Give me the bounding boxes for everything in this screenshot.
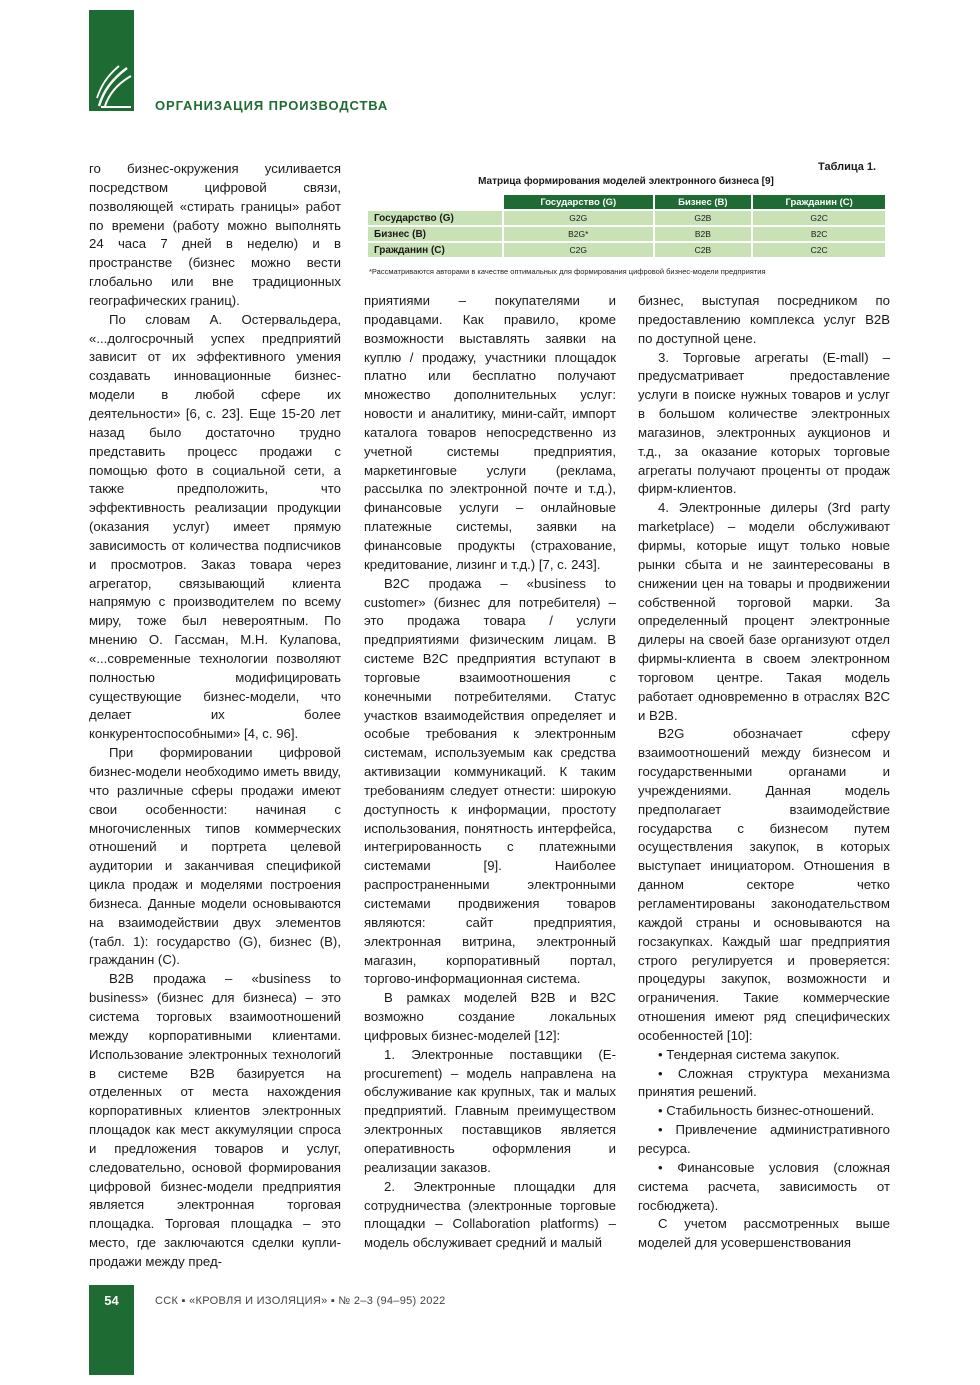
table-caption: Таблица 1. [818,161,877,173]
paragraph: В рамках моделей B2B и B2C возможно создание локальных цифровых бизнес-моделей [12]: [364,990,616,1043]
table-row [368,227,885,241]
table-cell: B2G* [504,227,653,241]
table-cell: G2C [753,211,885,225]
paragraph: При формировании цифровой бизнес-модели необходимо иметь ввиду, что различные сферы продажи имеют свои особенности: начиная с многочисленных типов коммерческих отношений и портрета целевой аудитории и заканчивая спецификой цикла продаж и моделями построения бизнеса. Данные модели основываются на взаимодействии двух элементов (табл. 1): государство (G), бизнес (B), гражданин (C). [89,745,341,968]
table-row [368,211,885,225]
list-item: • Стабильность бизнес-отношений. [658,1103,875,1119]
table-cell: C2G [504,243,653,257]
table-cell: G2B [655,211,752,225]
column-header-citizen: Гражданин (C) [753,195,885,209]
row-header: Бизнес (B) [368,227,502,241]
list-item: • Тендерная система закупок. [658,1046,840,1062]
list-item: • Сложная структура механизма принятия решений. [638,1065,890,1100]
table-footnote: *Рассматриваются авторами в качестве оптимальных для формирования цифровой бизнес-модели предприятия [369,267,766,276]
paragraph: го бизнес-окружения усиливается посредством цифровой связи, позволяющей «стирать границы» работ по времени (работу можно выполнять 24 часа 7 дней в неделю) и в пространстве (бизнес можно вести глобально или вне традиционных географических границ). [89,161,341,308]
business-model-matrix-table [366,193,887,259]
text-column-2 [364,292,616,1253]
table-cell: G2G [504,211,653,225]
paragraph: 2. Электронные площадки для сотрудничества (электронные торговые площадки – Collaboration platforms) – модель обслуживает средний и малый [364,1178,616,1251]
row-header: Гражданин (C) [368,243,502,257]
paragraph: 4. Электронные дилеры (3rd party marketplace) – модели обслуживают фирмы, которые ищут только новые рынки сбыта и не заинтересованы в снижении цен на товары и продвижении собственной торговой марки. За определенный процент электронные дилеры на своей базе организуют отдел фирмы-клиента в своем электронном торговом центре. Такая модель работает одновременно в отраслях B2C и B2B. [638,500,890,723]
column-header-business: Бизнес (B) [655,195,752,209]
table-corner-cell [368,195,502,209]
paragraph: B2B продажа – «business to business» (бизнес для бизнеса) – это система торговых взаимоотношений между корпоративными клиентами. Использование электронных технологий в системе B2B базируется на отделенных от места нахождения корпоративных клиентов электронных площадок как мест аккумуляции спроса и предложения товаров и услуг, следовательно, основой формирования цифровой бизнес-модели предприятия является электронная торговая площадка. Торговая площадка – это место, где заключаются сделки купли-продажи между пред- [89,971,341,1269]
table-header-row [368,195,885,209]
list-item: • Финансовые условия (сложная система расчета, зависимость от госбюджета). [638,1159,890,1213]
paragraph: B2G обозначает сферу взаимоотношений между бизнесом и государственными органами и учреждениями. Данная модель предполагает взаимодействие государства с бизнесом путем осуществления закупок, в которых выступает инициатором. Отношения в данном секторе четко регламентированы законодательством каждой страны и основываются на госзакупках. Каждый шаг предприятия строго регулируется и проверяется: процедуры закупок, возможности и ограничения. Такие коммерческие отношения имеют ряд специфических особенностей [10]: [638,726,890,1043]
paragraph: бизнес, выступая посредником по предоставлению комплекса услуг B2B по доступной цене. [638,293,890,346]
row-header: Государство (G) [368,211,502,225]
paragraph: 3. Торговые агрегаты (E-mall) – предусматривает предоставление услуги в поиске нужных товаров и услуг в большом количестве электронных магазинов, электронных аукционов и т.д., за оказание которых торговые агрегаты получают проценты от продаж фирм-клиентов. [638,349,890,497]
table-cell: B2C [753,227,885,241]
text-column-3 [638,292,890,1253]
table-cell: C2C [753,243,885,257]
table-row [368,243,885,257]
paragraph: 1. Электронные поставщики (E-procurement) – модель направлена на обслуживание как крупных, так и малых предприятий. Главным преимуществом электронных поставщиков является оперативность оформления и реализации заказов. [364,1046,616,1175]
paragraph: B2C продажа – «business to customer» (бизнес для потребителя) – это продажа товара / услуги предприятиями физическим лицам. В системе B2C предприятия вступают в торговые взаимоотношения с конечными потребителями. Статус участков взаимодействия определяет и особые требования к электронным системам, используемым как средства активизации коммуникаций. К таким требованиям следует отнести: широкую доступность к информации, простоту использования, понятность интерфейса, интегрированность с платежными системами [9]. Наиболее распространенными электронными системами продвижения товаров являются: сайт предприятия, электронная витрина, электронный магазин, корпоративный портал, торгово-информационная система. [364,575,616,987]
table-cell: C2B [655,243,752,257]
wheat-logo-icon [93,62,133,108]
section-title: ОРГАНИЗАЦИЯ ПРОИЗВОДСТВА [155,98,389,113]
list-item: • Привлечение административного ресурса. [638,1122,890,1156]
page-number: 54 [104,1293,119,1308]
publication-footer: ССК ▪ «КРОВЛЯ И ИЗОЛЯЦИЯ» ▪ № 2–3 (94–95) 2022 [155,1295,446,1307]
paragraph: По словам А. Остервальдера, «...долгосрочный успех предприятий зависит от их эффективного умения создавать инновационные бизнес-модели в любой сфере их деятельности» [6, с. 23]. Еще 15-20 лет назад было достаточно трудно представить процесс продажи с помощью фото в социальной сети, а также предположить, что эффективность реализации продукции (оказания услуг) имеет прямую зависимость от количества подписчиков и просмотров. Заказ товара через агрегатор, связывающий клиента напрямую с производителем по всему миру, тоже был невероятным. По мнению О. Гассман, М.Н. Кулапова, «...современные технологии позволяют полностью модифицировать существующие бизнес-модели, что делает их более конкурентоспособными» [4, с. 96]. [89,311,341,742]
table-title: Матрица формирования моделей электронного бизнеса [9] [478,176,774,187]
paragraph: приятиями – покупателями и продавцами. Как правило, кроме возможности выставлять заявки на куплю / продажу, участники площадок платно или бесплатно получают множество дополнительных услуг: новости и аналитику, мини-сайт, импорт каталога товаров непосредственно из учетной системы предприятия, маркетинговые услуги (реклама, рассылка по электронной почте и т.д.), финансовые услуги – онлайновые платежные системы, заявки на финансовые продукты (страхование, кредитование, лизинг и т.д.) [7, с. 243]. [364,293,616,572]
paragraph: С учетом рассмотренных выше моделей для усовершенствования [638,1216,890,1251]
table-cell: B2B [655,227,752,241]
column-header-government: Государство (G) [504,195,653,209]
text-column-1 [89,160,341,1272]
